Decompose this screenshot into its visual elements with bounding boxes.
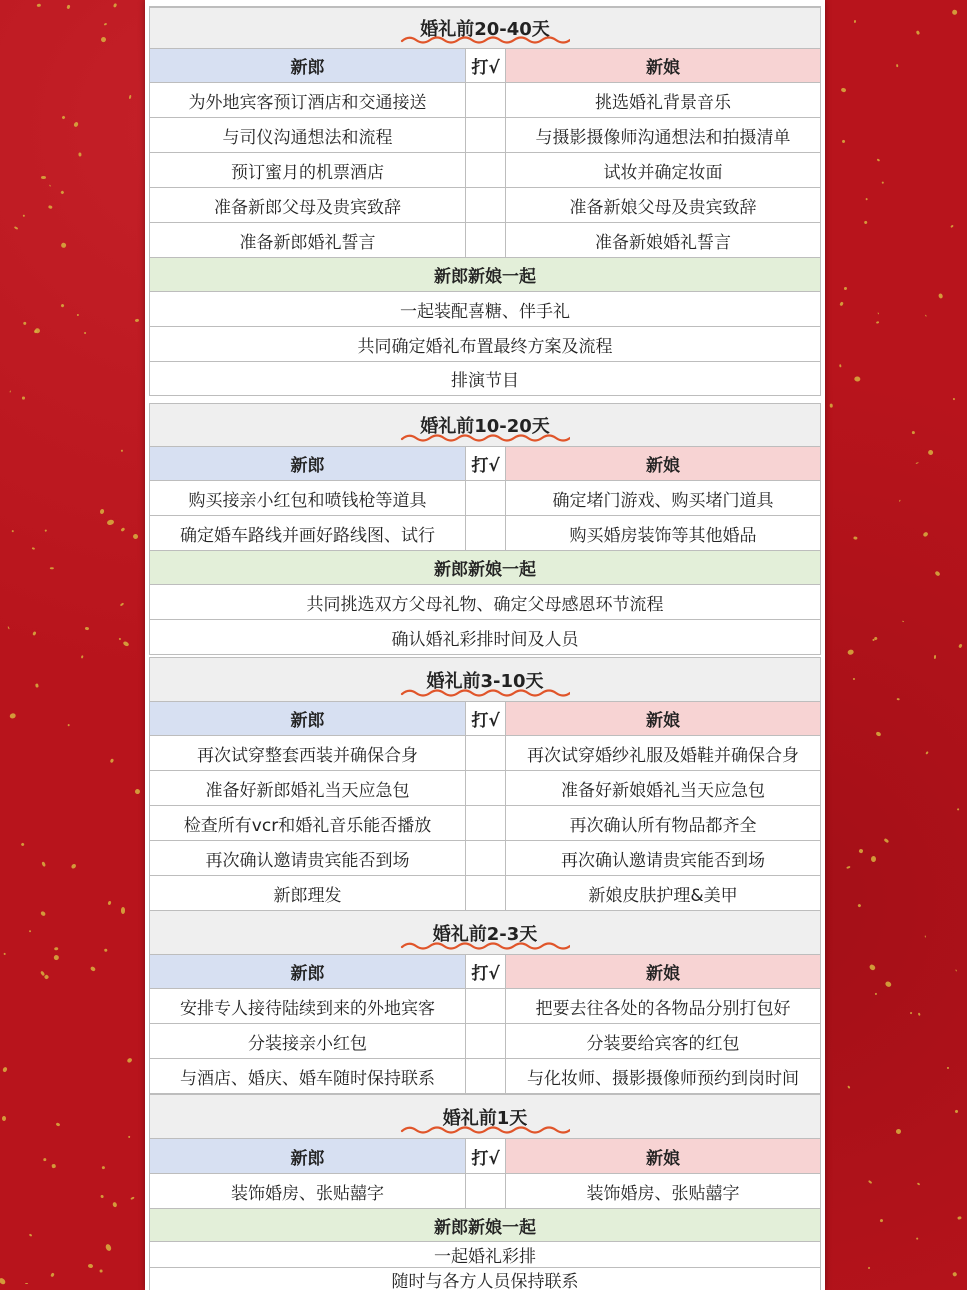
gold-fleck xyxy=(950,225,954,229)
gold-fleck xyxy=(0,1278,7,1286)
gold-fleck xyxy=(123,641,130,648)
bride-task: 装饰婚房、张贴囍字 xyxy=(586,1183,740,1204)
gold-fleck xyxy=(877,312,879,315)
task-row xyxy=(149,516,821,551)
task-row xyxy=(149,989,821,1024)
period-title: 婚礼前3-10天 xyxy=(150,658,820,701)
period-section xyxy=(149,1094,821,1290)
gold-fleck xyxy=(120,602,125,606)
gold-fleck xyxy=(954,1110,958,1114)
pen-underline-mark xyxy=(400,686,570,700)
bride-task: 新娘皮肤护理&美甲 xyxy=(588,885,738,906)
gold-fleck xyxy=(113,3,117,8)
together-header-row xyxy=(149,1209,821,1242)
gold-fleck xyxy=(916,1238,919,1240)
groom-column-header: 新郎 xyxy=(150,955,466,988)
gold-fleck xyxy=(934,570,940,576)
gold-fleck xyxy=(934,654,937,658)
check-column-header: 打√ xyxy=(466,955,506,988)
gold-fleck xyxy=(121,907,125,914)
gold-fleck xyxy=(103,23,107,26)
bride-task: 准备新娘婚礼誓言 xyxy=(595,232,731,253)
period-section xyxy=(149,910,821,1094)
gold-fleck xyxy=(884,838,889,843)
column-header-row xyxy=(149,955,821,989)
task-row xyxy=(149,876,821,911)
gold-fleck xyxy=(71,862,78,869)
gold-fleck xyxy=(859,849,864,854)
task-checkbox[interactable] xyxy=(466,736,506,770)
gold-fleck xyxy=(4,953,6,955)
bride-task: 购买婚房装饰等其他婚品 xyxy=(569,525,757,546)
together-header-row xyxy=(149,258,821,292)
gold-fleck xyxy=(956,969,958,972)
gold-fleck xyxy=(108,900,112,905)
gold-fleck xyxy=(867,1180,872,1185)
pen-underline-mark xyxy=(400,939,570,953)
gold-fleck xyxy=(60,190,64,194)
gold-fleck xyxy=(23,322,26,326)
gold-fleck xyxy=(853,678,855,680)
gold-fleck xyxy=(877,158,880,161)
task-row xyxy=(149,1024,821,1059)
groom-task: 准备新郎婚礼誓言 xyxy=(150,223,466,257)
gold-fleck xyxy=(55,1122,60,1126)
gold-fleck xyxy=(127,1136,130,1139)
together-task: 一起装配喜糖、伴手礼 xyxy=(400,301,570,322)
task-checkbox[interactable] xyxy=(466,771,506,805)
pen-underline-mark xyxy=(400,1123,570,1137)
gold-fleck xyxy=(43,1158,47,1161)
period-title-row xyxy=(149,1094,821,1139)
gold-fleck xyxy=(61,242,67,248)
gold-fleck xyxy=(947,1067,950,1069)
groom-task: 准备好新郎婚礼当天应急包 xyxy=(150,771,466,805)
groom-column-header: 新郎 xyxy=(150,49,466,82)
gold-fleck xyxy=(841,140,845,144)
gold-fleck xyxy=(854,19,856,22)
task-checkbox[interactable] xyxy=(466,876,506,910)
bride-task: 挑选婚礼背景音乐 xyxy=(595,92,731,113)
together-task-row xyxy=(149,1268,821,1290)
gold-fleck xyxy=(916,461,919,463)
task-row xyxy=(149,771,821,806)
period-section xyxy=(149,7,821,396)
gold-fleck xyxy=(916,30,920,35)
period-title-row xyxy=(149,403,821,447)
together-task: 排演节目 xyxy=(451,371,519,391)
period-title-row xyxy=(149,7,821,49)
check-column-header: 打√ xyxy=(466,1139,506,1173)
gold-fleck xyxy=(130,1196,135,1200)
gold-fleck xyxy=(912,431,916,434)
task-checkbox[interactable] xyxy=(466,118,506,152)
gold-fleck xyxy=(858,904,862,908)
bride-column-header: 新娘 xyxy=(506,955,820,988)
groom-task: 与酒店、婚庆、婚车随时保持联系 xyxy=(150,1059,466,1093)
gold-fleck xyxy=(22,396,25,400)
gold-fleck xyxy=(88,1264,94,1269)
groom-task: 准备新郎父母及贵宾致辞 xyxy=(150,188,466,222)
gold-fleck xyxy=(924,935,926,937)
groom-task: 预订蜜月的机票酒店 xyxy=(150,153,466,187)
gold-fleck xyxy=(896,698,899,701)
column-header-row xyxy=(149,702,821,736)
gold-fleck xyxy=(938,293,944,299)
gold-fleck xyxy=(129,94,132,99)
groom-column-header: 新郎 xyxy=(150,1139,466,1173)
gold-fleck xyxy=(957,1216,962,1220)
gold-fleck xyxy=(875,731,881,737)
bride-task: 再次确认所有物品都齐全 xyxy=(569,815,757,836)
gold-fleck xyxy=(7,627,9,630)
gold-fleck xyxy=(876,320,880,323)
groom-task: 分装接亲小红包 xyxy=(150,1024,466,1058)
together-task-row xyxy=(149,620,821,655)
groom-task: 为外地宾客预订酒店和交通接送 xyxy=(150,83,466,117)
gold-fleck xyxy=(126,1057,133,1064)
gold-fleck xyxy=(119,637,122,640)
gold-fleck xyxy=(32,631,37,636)
gold-fleck xyxy=(41,861,46,867)
column-header-row xyxy=(149,447,821,481)
together-task: 共同挑选双方父母礼物、确定父母感恩环节流程 xyxy=(306,594,664,615)
together-header: 新郎新娘一起 xyxy=(150,258,820,291)
gold-fleck xyxy=(85,627,89,630)
gold-fleck xyxy=(9,713,17,720)
together-task-row xyxy=(149,362,821,396)
groom-task: 再次确认邀请贵宾能否到场 xyxy=(150,841,466,875)
bride-task: 与摄影摄像师沟通想法和拍摄清单 xyxy=(535,127,791,148)
together-task: 确认婚礼彩排时间及人员 xyxy=(391,629,579,650)
wedding-checklist-sheet xyxy=(145,0,825,1290)
gold-fleck xyxy=(99,509,104,515)
gold-fleck xyxy=(14,226,19,230)
gold-fleck xyxy=(50,1272,55,1277)
bride-task: 把要去往各处的各物品分别打包好 xyxy=(535,998,791,1019)
gold-fleck xyxy=(52,1164,57,1168)
gold-fleck xyxy=(958,644,962,649)
gold-fleck xyxy=(12,530,15,532)
task-row xyxy=(149,188,821,223)
task-checkbox[interactable] xyxy=(466,1174,506,1208)
gold-fleck xyxy=(84,332,87,335)
gold-fleck xyxy=(48,205,53,209)
gold-fleck xyxy=(106,519,114,526)
gold-fleck xyxy=(102,1166,106,1170)
gold-fleck xyxy=(880,1219,884,1223)
gold-fleck xyxy=(922,531,929,538)
task-checkbox[interactable] xyxy=(466,989,506,1023)
bride-column-header: 新娘 xyxy=(506,702,820,735)
task-checkbox[interactable] xyxy=(466,806,506,840)
bride-task: 准备好新娘婚礼当天应急包 xyxy=(561,780,765,801)
gold-fleck xyxy=(31,547,35,550)
gold-fleck xyxy=(89,966,96,972)
groom-column-header: 新郎 xyxy=(150,447,466,480)
gold-fleck xyxy=(956,808,959,811)
together-header: 新郎新娘一起 xyxy=(150,1209,820,1241)
gold-fleck xyxy=(847,649,854,655)
together-task-row xyxy=(149,292,821,327)
gold-fleck xyxy=(953,1271,958,1276)
gold-fleck xyxy=(10,390,12,392)
gold-fleck xyxy=(830,404,833,408)
task-checkbox[interactable] xyxy=(466,1024,506,1058)
groom-column-header: 新郎 xyxy=(150,702,466,735)
gold-fleck xyxy=(49,184,51,186)
groom-task: 装饰婚房、张贴囍字 xyxy=(150,1174,466,1208)
groom-task: 购买接亲小红包和喷钱枪等道具 xyxy=(150,481,466,515)
gold-fleck xyxy=(100,1270,103,1273)
groom-task: 与司仪沟通想法和流程 xyxy=(150,118,466,152)
gold-fleck xyxy=(78,152,81,156)
gold-fleck xyxy=(2,1116,7,1121)
gold-fleck xyxy=(40,910,47,916)
gold-fleck xyxy=(840,301,845,306)
pen-underline-mark xyxy=(400,33,570,47)
task-checkbox[interactable] xyxy=(466,188,506,222)
gold-fleck xyxy=(853,536,858,540)
gold-fleck xyxy=(844,287,847,290)
task-row xyxy=(149,1059,821,1094)
task-row xyxy=(149,736,821,771)
bride-task: 与化妆师、摄影摄像师预约到岗时间 xyxy=(527,1068,799,1089)
gold-fleck xyxy=(953,398,955,400)
task-checkbox[interactable] xyxy=(466,841,506,875)
period-title: 婚礼前10-20天 xyxy=(150,404,820,446)
gold-fleck xyxy=(25,1283,28,1285)
together-task: 一起婚礼彩排 xyxy=(434,1247,536,1267)
task-checkbox[interactable] xyxy=(466,83,506,117)
together-task-row xyxy=(149,1242,821,1268)
task-row xyxy=(149,481,821,516)
together-task: 共同确定婚礼布置最终方案及流程 xyxy=(357,336,613,357)
task-row xyxy=(149,841,821,876)
gold-fleck xyxy=(135,318,139,322)
task-checkbox[interactable] xyxy=(466,153,506,187)
gold-fleck xyxy=(926,449,933,456)
gold-fleck xyxy=(61,116,65,120)
gold-fleck xyxy=(910,1012,912,1015)
gold-fleck xyxy=(45,530,47,532)
gold-fleck xyxy=(29,1234,32,1237)
task-checkbox[interactable] xyxy=(466,516,506,550)
together-task-row xyxy=(149,327,821,362)
gold-fleck xyxy=(916,1182,920,1186)
gold-fleck xyxy=(99,36,106,43)
checklist-table xyxy=(149,6,821,1290)
gold-fleck xyxy=(50,567,54,569)
gold-fleck xyxy=(77,313,79,315)
together-header-row xyxy=(149,551,821,585)
column-header-row xyxy=(149,1139,821,1174)
bride-task: 确定堵门游戏、购买堵门道具 xyxy=(552,490,774,511)
gold-fleck xyxy=(68,724,71,726)
gold-fleck xyxy=(37,4,41,7)
gold-fleck xyxy=(35,684,39,688)
gold-fleck xyxy=(54,947,59,951)
together-task-row xyxy=(149,585,821,620)
gold-fleck xyxy=(67,4,71,9)
groom-task: 检查所有vcr和婚礼音乐能否播放 xyxy=(150,806,466,840)
gold-fleck xyxy=(840,364,842,367)
bride-task: 分装要给宾客的红包 xyxy=(586,1033,740,1054)
gold-fleck xyxy=(73,122,79,129)
bride-column-header: 新娘 xyxy=(506,1139,820,1173)
gold-fleck xyxy=(60,304,64,308)
gold-fleck xyxy=(841,87,847,93)
check-column-header: 打√ xyxy=(466,49,506,82)
gold-fleck xyxy=(884,980,892,987)
bride-column-header: 新娘 xyxy=(506,49,820,82)
task-row xyxy=(149,806,821,841)
gold-fleck xyxy=(2,1067,7,1073)
gold-fleck xyxy=(854,376,860,381)
gold-fleck xyxy=(101,1195,104,1198)
gold-fleck xyxy=(23,215,25,217)
bride-task: 试妆并确定妆面 xyxy=(603,162,723,183)
groom-task: 新郎理发 xyxy=(150,876,466,910)
task-row xyxy=(149,223,821,258)
gold-fleck xyxy=(846,865,851,869)
period-title-row xyxy=(149,910,821,955)
gold-fleck xyxy=(864,221,868,225)
gold-fleck xyxy=(918,1013,921,1016)
check-column-header: 打√ xyxy=(466,702,506,735)
bride-task: 再次试穿婚纱礼服及婚鞋并确保合身 xyxy=(527,745,799,766)
gold-fleck xyxy=(82,655,84,658)
period-section xyxy=(149,403,821,655)
gold-fleck xyxy=(41,176,46,179)
bride-column-header: 新娘 xyxy=(506,447,820,480)
period-section xyxy=(149,657,821,911)
groom-task: 再次试穿整套西装并确保合身 xyxy=(150,736,466,770)
period-title: 婚礼前1天 xyxy=(150,1095,820,1138)
task-checkbox[interactable] xyxy=(466,223,506,257)
period-title: 婚礼前20-40天 xyxy=(150,8,820,48)
column-header-row xyxy=(149,49,821,83)
task-row xyxy=(149,153,821,188)
gold-fleck xyxy=(29,930,31,932)
gold-fleck xyxy=(104,949,108,952)
together-header: 新郎新娘一起 xyxy=(150,551,820,584)
gold-fleck xyxy=(848,1086,851,1089)
task-row xyxy=(149,1174,821,1209)
gold-fleck xyxy=(135,789,140,795)
check-column-header: 打√ xyxy=(466,447,506,480)
gold-fleck xyxy=(871,855,876,861)
gold-fleck xyxy=(867,1266,870,1269)
gold-fleck xyxy=(44,974,49,979)
gold-fleck xyxy=(925,315,927,317)
gold-fleck xyxy=(105,1244,112,1252)
period-title: 婚礼前2-3天 xyxy=(150,911,820,954)
gold-fleck xyxy=(925,752,928,755)
gold-fleck xyxy=(896,64,898,67)
bride-task: 准备新娘父母及贵宾致辞 xyxy=(569,197,757,218)
task-row xyxy=(149,118,821,153)
gold-fleck xyxy=(868,963,876,971)
period-title-row xyxy=(149,657,821,702)
task-checkbox[interactable] xyxy=(466,1059,506,1093)
together-task: 随时与各方人员保持联系 xyxy=(391,1272,579,1290)
task-row xyxy=(149,83,821,118)
pen-underline-mark xyxy=(400,431,570,445)
gold-fleck xyxy=(902,620,905,622)
gold-fleck xyxy=(112,1201,117,1207)
gold-fleck xyxy=(865,198,867,200)
gold-fleck xyxy=(132,533,139,540)
gold-fleck xyxy=(54,955,59,960)
task-checkbox[interactable] xyxy=(466,481,506,515)
gold-fleck xyxy=(121,527,126,532)
gold-fleck xyxy=(874,993,877,996)
groom-task: 确定婚车路线并画好路线图、试行 xyxy=(150,516,466,550)
gold-fleck xyxy=(896,1129,902,1135)
gold-fleck xyxy=(952,9,958,15)
gold-fleck xyxy=(110,758,114,763)
gold-fleck xyxy=(899,499,901,501)
gold-fleck xyxy=(120,449,123,452)
groom-task: 安排专人接待陆续到来的外地宾客 xyxy=(150,989,466,1023)
gold-fleck xyxy=(882,182,884,184)
bride-task: 再次确认邀请贵宾能否到场 xyxy=(561,850,765,871)
gold-fleck xyxy=(20,842,25,847)
